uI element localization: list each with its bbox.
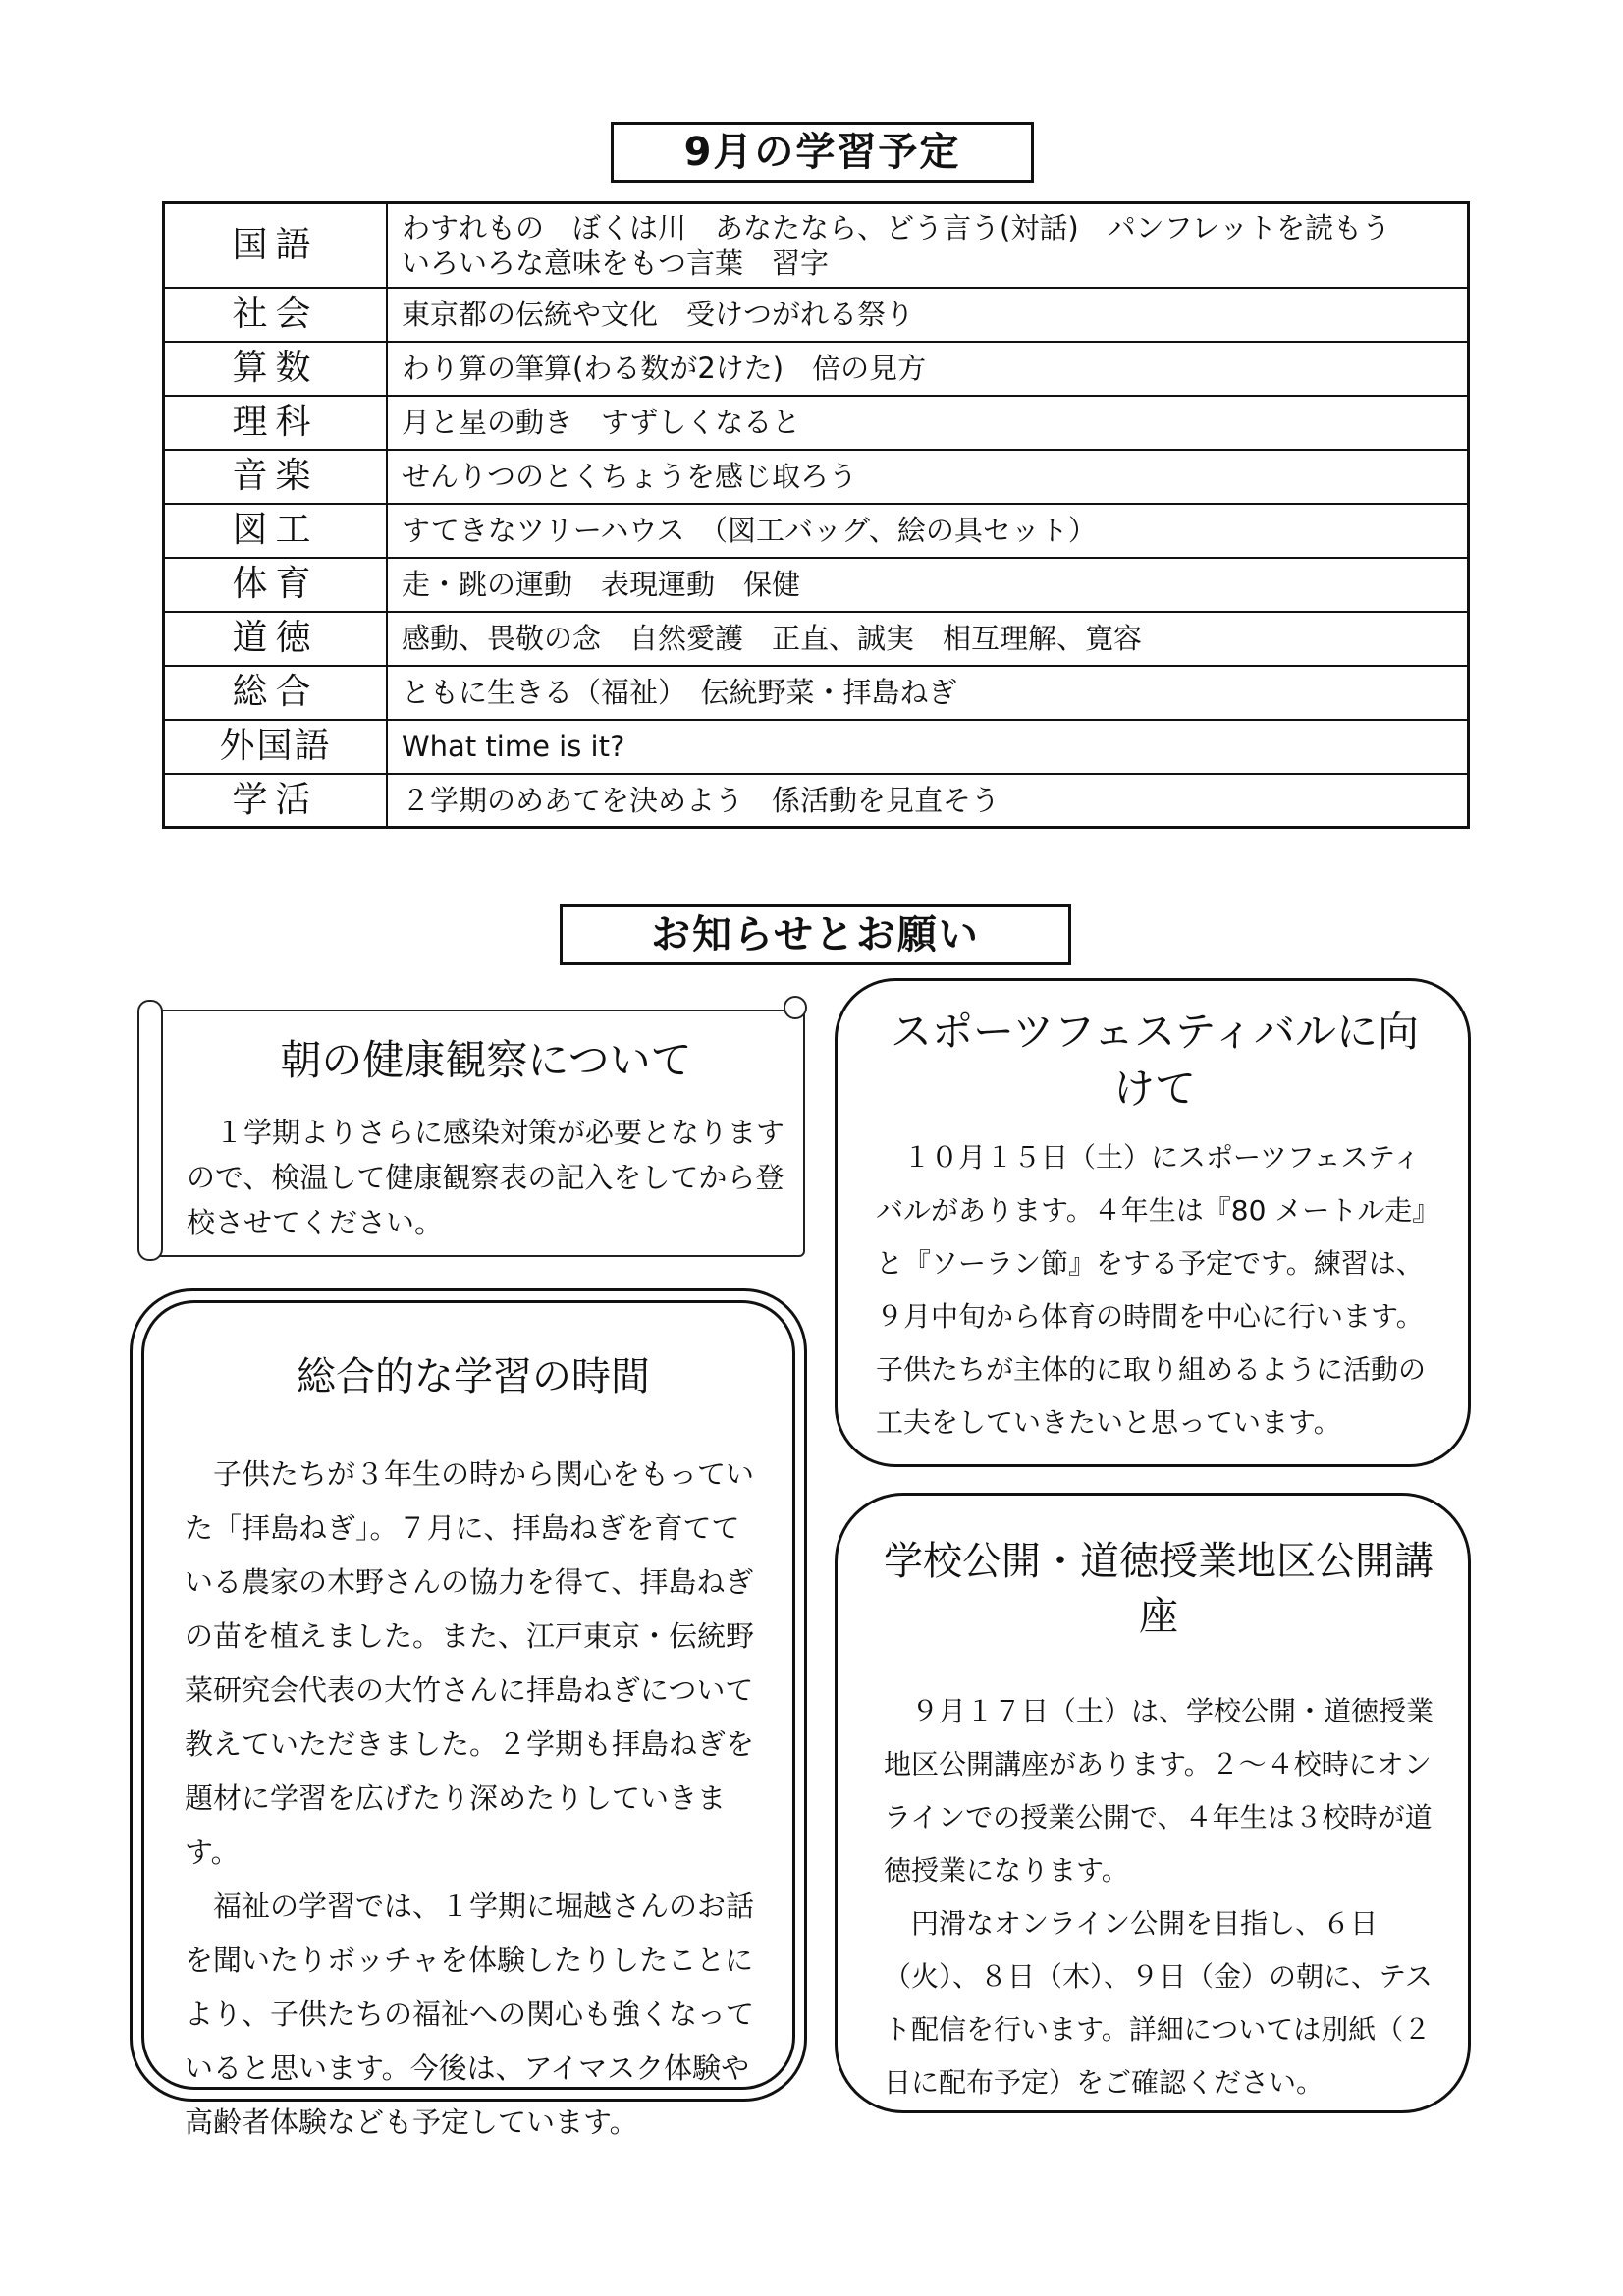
subject-cell: 図工 (164, 504, 388, 558)
subject-cell: 理科 (164, 396, 388, 450)
table-row (164, 288, 1469, 342)
table-row (164, 612, 1469, 666)
school-open-paragraph: 円滑なオンライン公開を目指し、６日（火）、８日（木）、９日（金）の朝に、テスト配信を行います。詳細については別紙（２日に配布予定）をご確認ください。 (884, 1907, 1433, 2099)
table-row (164, 774, 1469, 828)
schedule-table (162, 201, 1470, 829)
school-open-title: 学校公開・道徳授業地区公開講座 (884, 1539, 1434, 1639)
content-cell: What time is it? (387, 720, 1469, 774)
content-cell: すてきなツリーハウス （図工バッグ、絵の具セット） (387, 504, 1469, 558)
table-row (164, 504, 1469, 558)
subject-cell: 音楽 (164, 450, 388, 504)
subject-cell: 外国語 (164, 720, 388, 774)
subject-cell: 体育 (164, 558, 388, 612)
content-cell: わすれもの ぼくは川 あなたなら、どう言う(対話) パンフレットを読もう いろいろな意味をもつ言葉 習字 (387, 203, 1469, 288)
school-open-paragraph: ９月１７日（土）は、学校公開・道徳授業地区公開講座があります。２～４校時にオンラインでの授業公開で、４年生は３校時が道徳授業になります。 (884, 1695, 1434, 1886)
scroll-curl-right (784, 996, 807, 1019)
subject-cell: 算数 (164, 342, 388, 396)
sports-festival-body: １０月１５日（土）にスポーツフェスティバルがあります。４年生は『80 メートル走』と『ソーラン節』をする予定です。練習は、９月中旬から体育の時間を中心に行います。子供たちが主体的に取り組めるように活動の工夫をしていきたいと思っています。 (876, 1141, 1427, 1439)
integrated-study-paragraph: 福祉の学習では、１学期に堀越さんのお話を聞いたりボッチャを体験したりしたことにより、子供たちの福祉への関心も強くなっていると思います。今後は、アイマスク体験や高齢者体験なども予定しています。 (185, 1889, 755, 2139)
sports-festival-panel (835, 978, 1471, 1467)
integrated-study-panel (130, 1288, 807, 2139)
table-row (164, 342, 1469, 396)
health-check-body: １学期よりさらに感染対策が必要となりますので、検温して健康観察表の記入をしてから登校させてください。 (187, 1116, 785, 1239)
content-cell: 感動、畏敬の念 自然愛護 正直、誠実 相互理解、寛容 (387, 612, 1469, 666)
table-row (164, 558, 1469, 612)
table-row (164, 720, 1469, 774)
subject-cell: 社会 (164, 288, 388, 342)
table-row (164, 450, 1469, 504)
schedule-title: 9月の学習予定 (611, 122, 1034, 183)
content-cell: 走・跳の運動 表現運動 保健 (387, 558, 1469, 612)
sports-festival-title: スポーツフェスティバルに向けて (890, 1008, 1420, 1113)
integrated-study-title: 総合的な学習の時間 (297, 1354, 650, 1399)
health-check-panel (137, 1000, 805, 1257)
content-cell: 月と星の動き すずしくなると (387, 396, 1469, 450)
school-open-panel (835, 1493, 1471, 2113)
integrated-study-paragraph: 子供たちが３年生の時から関心をもっていた「拝島ねぎ」。７月に、拝島ねぎを育てている農家の木野さんの協力を得て、拝島ねぎの苗を植えました。また、江戸東京・伝統野菜研究会代表の大竹さんに拝島ねぎについて教えていただきました。２学期も拝島ねぎを題材に学習を広げたり深めたりしていきます。 (185, 1457, 755, 1869)
subject-cell: 学活 (164, 774, 388, 828)
content-cell: 東京都の伝統や文化 受けつがれる祭り (387, 288, 1469, 342)
content-cell: ２学期のめあてを決めよう 係活動を見直そう (387, 774, 1469, 828)
content-cell: せんりつのとくちょうを感じ取ろう (387, 450, 1469, 504)
content-cell: ともに生きる（福祉） 伝統野菜・拝島ねぎ (387, 666, 1469, 720)
notice-title: お知らせとお願い (560, 904, 1071, 965)
table-row (164, 666, 1469, 720)
scroll-curl-left (137, 1000, 163, 1261)
health-check-title: 朝の健康観察について (280, 1036, 692, 1084)
table-row (164, 396, 1469, 450)
subject-cell: 総合 (164, 666, 388, 720)
table-row (164, 203, 1469, 288)
subject-cell: 道徳 (164, 612, 388, 666)
content-cell: わり算の筆算(わる数が2けた) 倍の見方 (387, 342, 1469, 396)
subject-cell: 国語 (164, 203, 388, 288)
